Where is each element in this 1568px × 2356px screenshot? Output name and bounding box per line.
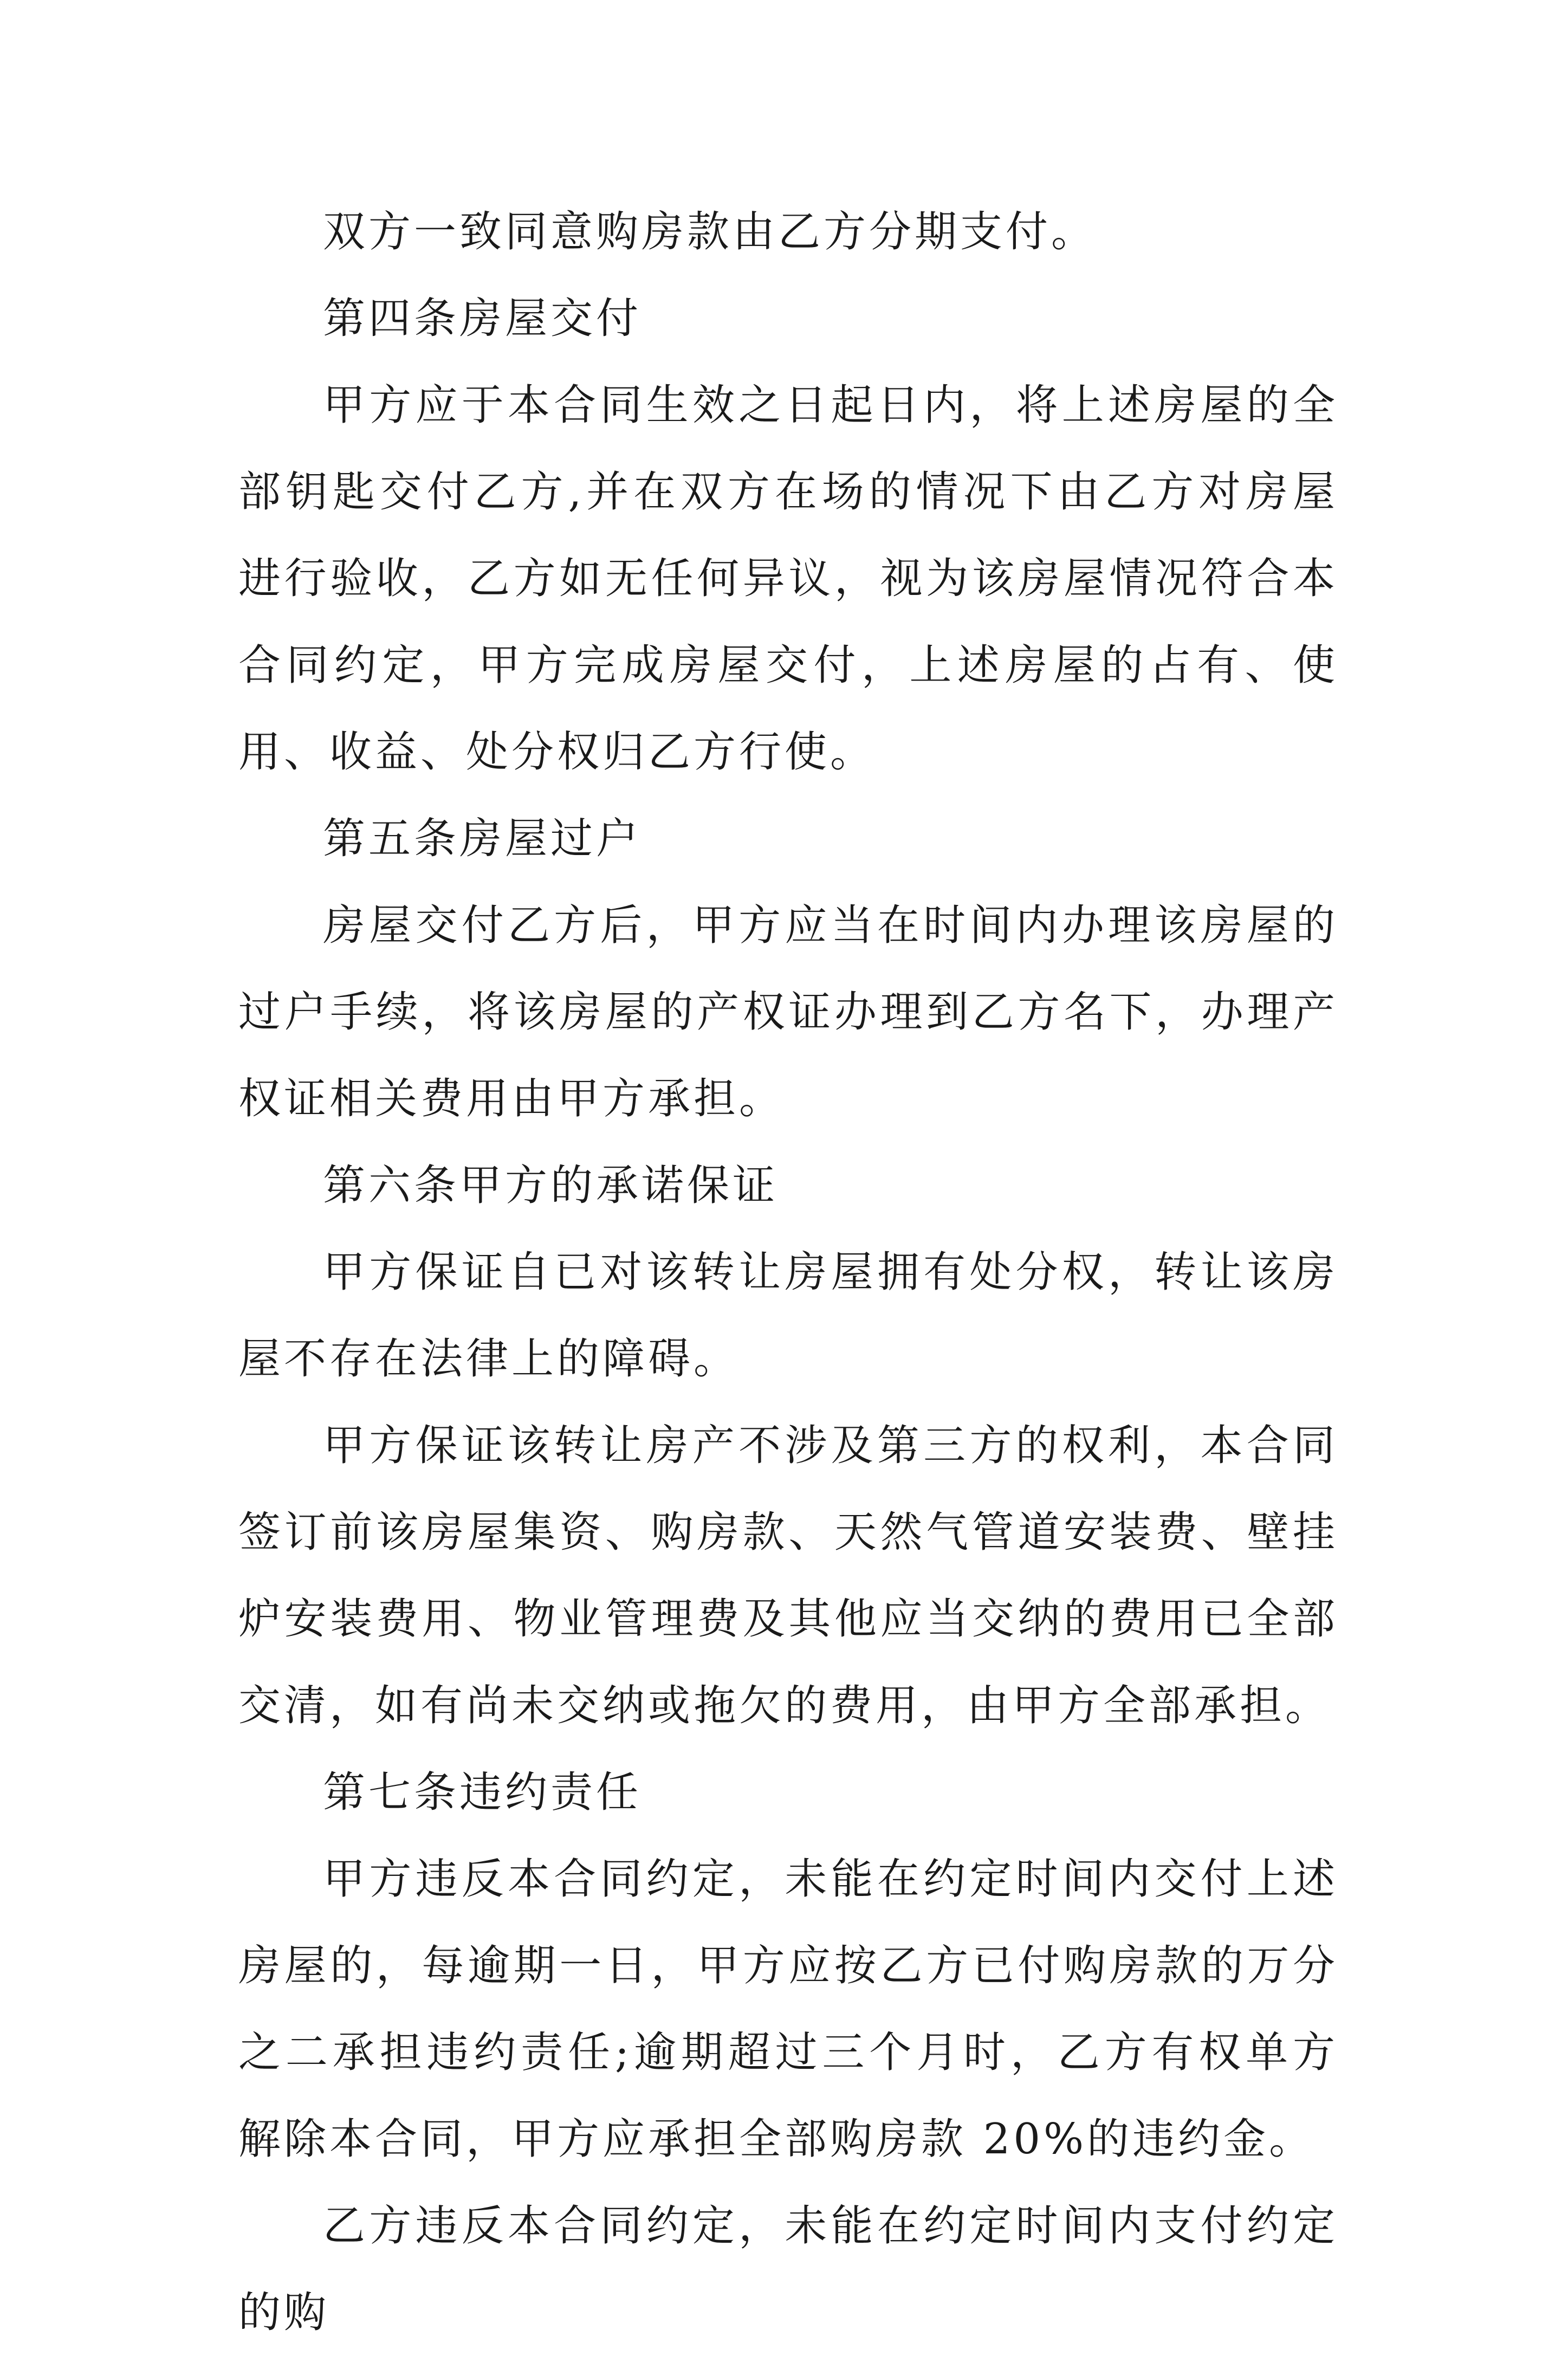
paragraph-buyer-breach: 乙方违反本合同约定，未能在约定时间内支付约定的购 [238,2202,1338,2337]
heading-article-7-liability: 第七条违约责任 [323,1768,642,1817]
heading-article-5-transfer: 第五条房屋过户 [323,814,642,863]
paragraph-seller-breach: 甲方违反本合同约定，未能在约定时间内交付上述房屋的，每逾期一日，甲方应按乙方已付购房款的万分之二承担违约责任;逾期超过三个月时，乙方有权单方解除本合同，甲方应承担全部购房款 20%的违约金。 [238,1855,1338,2164]
paragraph-installment-payment: 双方一致同意购房款由乙方分期支付。 [323,208,1097,256]
paragraph-house-delivery: 甲方应于本合同生效之日起日内，将上述房屋的全部钥匙交付乙方,并在双方在场的情况下由乙方对房屋进行验收，乙方如无任何异议，视为该房屋情况符合本合同约定，甲方完成房屋交付，上述房屋的占有、使用、收益、处分权归乙方行使。 [238,381,1338,776]
paragraph-disposal-right: 甲方保证自已对该转让房屋拥有处分权，转让该房屋不存在法律上的障碍。 [238,1248,1338,1383]
document-body [238,189,1338,2356]
heading-article-4-delivery: 第四条房屋交付 [323,294,642,343]
heading-article-6-warranty: 第六条甲方的承诺保证 [323,1161,779,1210]
paragraph-third-party-fees: 甲方保证该转让房产不涉及第三方的权利，本合同签订前该房屋集资、购房款、天然气管道安装费、壁挂炉安装费用、物业管理费及其他应当交纳的费用已全部交清，如有尚未交纳或拖欠的费用，由甲方全部承担。 [238,1421,1338,1730]
paragraph-title-transfer: 房屋交付乙方后，甲方应当在时间内办理该房屋的过户手续，将该房屋的产权证办理到乙方名下，办理产权证相关费用由甲方承担。 [238,901,1338,1123]
